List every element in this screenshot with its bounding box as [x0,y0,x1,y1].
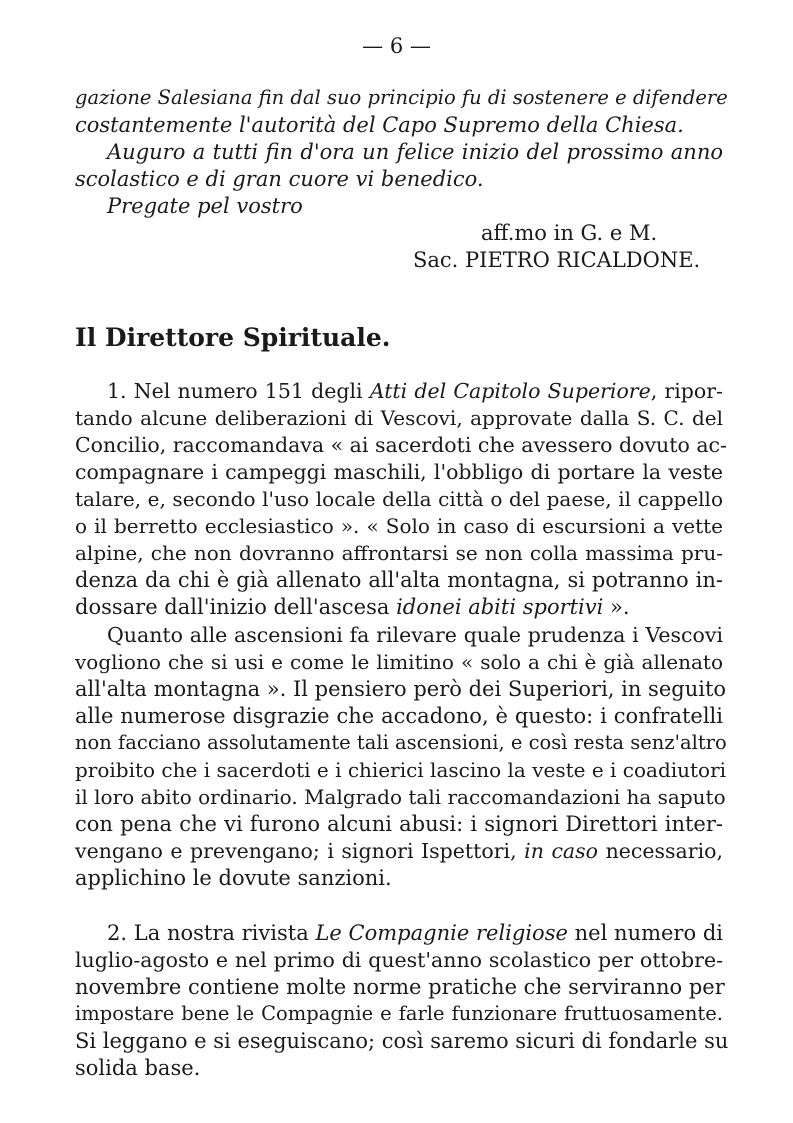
para1-line-6: o il berretto ecclesiastico ». « Solo in caso di escursioni a vette [75,514,723,538]
para2-line-9a: vengano e prevengano; i signori Ispettori, [75,839,525,863]
para2-line-2: vogliono che si usi e come le limitino « solo a chi è già allenato [75,650,723,674]
opening-line-2: costantemente l'autorità del Capo Supremo della Chiesa. [75,113,684,137]
opening-line-3: Auguro a tutti fin d'ora un felice inizio del prossimo anno [107,140,723,164]
opening-line-4: scolastico e di gran cuore vi benedico. [75,167,484,191]
para1-line-3: Concilio, raccomandava « ai sacerdoti che avessero dovuto ac- [75,433,727,457]
para3-line-3: novembre contiene molte norme pratiche che serviranno per [75,975,725,999]
para1-line-9a: dossare dall'inizio dell'ascesa [75,595,397,619]
para3-line-1c: nel numero di [567,921,724,945]
para1-line-9b: idonei abiti sportivi [396,595,604,619]
para3-line-5: Si leggano e si eseguiscano; così saremo sicuri di fondarle su [75,1029,729,1053]
para2-line-6: proibito che i sacerdoti e i chierici lascino la veste e i coadiutori [75,758,727,782]
para2-line-10: applichino le dovute sanzioni. [75,866,392,890]
opening-line-1: gazione Salesiana fin dal suo principio fu di sostenere e difendere [75,86,728,109]
para1-line-7: alpine, che non dovranno affrontarsi se non colla massima pru- [75,541,723,565]
para2-line-8: con pena che vi furono alcuni abusi: i signori Direttori inter- [75,812,723,836]
para1-line-1a: 1. Nel numero 151 degli [107,379,370,403]
para1-line-1 [107,378,723,404]
page-number: — 6 — [362,34,431,58]
para1-line-1b: Atti del Capitolo Superiore [369,379,651,403]
para2-line-1: Quanto alle ascensioni fa rilevare quale prudenza i Vescovi [107,623,723,647]
para1-line-9c: ». [603,595,630,619]
para2-line-7: il loro abito ordinario. Malgrado tali raccomandazioni ha saputo [75,785,726,809]
para1-line-5: talare, e, secondo l'uso locale della città o del paese, il cappello [75,487,723,511]
para1-line-4: compagnare i campeggi maschili, l'obbligo di portare la veste [75,460,723,484]
para1-line-2: tando alcune deliberazioni di Vescovi, approvate dalla S. C. del [75,406,723,430]
para3-line-1a: 2. La nostra rivista [107,921,316,945]
para2-line-9 [75,838,723,864]
para3-line-6: solida base. [75,1056,201,1080]
para2-line-3: all'alta montagna ». Il pensiero però dei Superiori, in seguito [75,677,727,701]
opening-line-5: Pregate pel vostro [107,194,303,218]
signature-closing: aff.mo in G. e M. [481,221,658,245]
para1-line-1c: , ripor- [650,379,723,403]
para2-line-9b: in caso [524,839,599,863]
para1-line-8: denza da chi è già allenato all'alta montagna, si potranno in- [75,568,723,592]
para3-line-2: luglio-agosto e nel primo di quest'anno scolastico per ottobre- [75,948,723,972]
para3-line-1b: Le Compagnie religiose [315,921,568,945]
signature-name: Sac. PIETRO RICALDONE. [413,248,701,272]
para3-line-1 [107,920,723,946]
para1-line-9 [75,594,630,620]
section-heading: Il Direttore Spirituale. [75,323,391,352]
para2-line-5: non facciano assolutamente tali ascensioni, e così resta senz'altro [75,731,727,754]
para2-line-9c: necessario, [598,839,723,863]
para2-line-4: alle numerose disgrazie che accadono, è questo: i confratelli [75,704,723,728]
para3-line-4: impostare bene le Compagnie e farle funzionare fruttuosamente. [75,1002,723,1025]
